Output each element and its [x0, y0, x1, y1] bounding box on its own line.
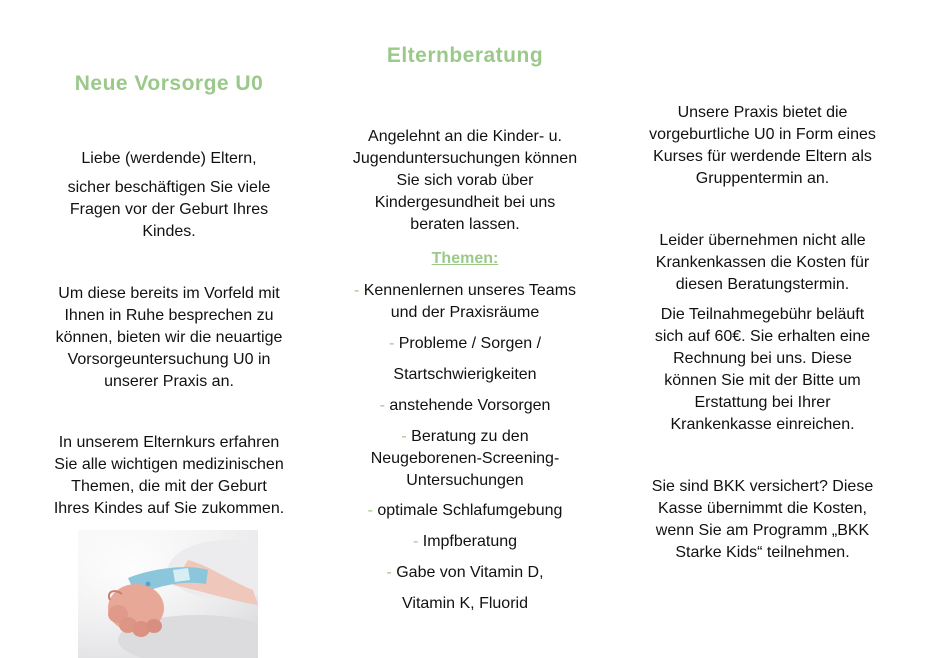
topic-text: optimale Schlafumgebung	[377, 502, 563, 519]
topic-item-problems	[330, 333, 600, 386]
paragraph-course-info	[625, 102, 900, 190]
topic-item-screening	[330, 426, 600, 492]
text-line: Krankenkassen die Kosten für	[655, 254, 870, 271]
heading-elternberatung: Elternberatung	[386, 44, 544, 67]
dash-bullet: -	[386, 564, 392, 581]
greeting: Liebe (werdende) Eltern,	[81, 150, 257, 167]
text-line: Um diese bereits im Vorfeld mit	[58, 285, 280, 302]
text-line: Rechnung bei uns. Diese	[673, 350, 852, 367]
text-line: Krankenkasse einreichen.	[670, 416, 855, 433]
dash-bullet: -	[388, 335, 395, 352]
text-line: Ihres Kindes auf Sie zukommen.	[53, 500, 285, 517]
topic-text: Gabe von Vitamin D,	[396, 564, 544, 581]
topic-text: Untersuchungen	[406, 472, 524, 489]
text-line: Jugenduntersuchungen können	[352, 150, 578, 167]
dash-bullet: -	[353, 282, 360, 299]
topic-text: Startschwierigkeiten	[393, 366, 537, 383]
topic-text: und der Praxisräume	[390, 304, 540, 321]
topic-item-sleep	[330, 500, 600, 522]
topic-text: Impfberatung	[422, 533, 518, 550]
text-line: diesen Beratungstermin.	[675, 276, 850, 293]
text-line: Leider übernehmen nicht alle	[659, 232, 866, 249]
topic-text: Kennenlernen unseres Teams	[363, 282, 577, 299]
text-line: Themen, die mit der Geburt	[71, 478, 267, 495]
text-line: In unserem Elternkurs erfahren	[58, 434, 280, 451]
topic-text: Neugeborenen-Screening-	[370, 450, 560, 467]
text-line: Fragen vor der Geburt Ihres	[69, 201, 269, 218]
text-line: Kasse übernimmt die Kosten,	[658, 500, 867, 517]
text-line: sich auf 60€. Sie erhalten eine	[654, 328, 871, 345]
topic-item-team	[330, 280, 600, 324]
baby-hand-photo	[78, 530, 258, 658]
text-line: Angelehnt an die Kinder- u.	[368, 128, 562, 145]
paragraph-fee	[625, 304, 900, 436]
text-line: Kindes.	[142, 223, 196, 240]
text-line: Sie sind BKK versichert? Diese	[651, 478, 874, 495]
text-line: Sie sich vorab über	[396, 172, 534, 189]
text-line: beraten lassen.	[410, 216, 520, 233]
text-line: vorgeburtliche U0 in Form eines	[649, 126, 876, 143]
heading-neue-vorsorge: Neue Vorsorge U0	[74, 72, 264, 95]
text-line: Kindergesundheit bei uns	[374, 194, 556, 211]
text-line: können Sie mit der Bitte um	[664, 372, 861, 389]
text-line: Unsere Praxis bietet die	[677, 104, 848, 121]
text-line: Kurses für werdende Eltern als	[653, 148, 872, 165]
paragraph-offer	[30, 283, 308, 393]
text-line: Gruppentermin an.	[695, 170, 830, 187]
paragraph-questions	[30, 177, 308, 243]
topics-heading: Themen:	[431, 250, 499, 267]
topic-text: Probleme / Sorgen /	[398, 335, 542, 352]
dash-bullet: -	[379, 397, 385, 414]
dash-bullet: -	[401, 428, 407, 445]
paragraph-costs	[625, 230, 900, 296]
text-line: Starke Kids“ teilnehmen.	[675, 544, 850, 561]
topic-text: anstehende Vorsorgen	[389, 397, 551, 414]
text-line: sicher beschäftigen Sie viele	[67, 179, 271, 196]
dash-bullet: -	[367, 502, 373, 519]
text-line: Erstattung bei Ihrer	[694, 394, 831, 411]
paragraph-intro	[330, 126, 600, 236]
topic-text: Beratung zu den	[411, 428, 529, 445]
dash-bullet: -	[412, 533, 419, 550]
text-line: können, bieten wir die neuartige	[55, 329, 283, 346]
text-line: Vorsorgeuntersuchung U0 in	[67, 351, 271, 368]
text-line: wenn Sie am Programm „BKK	[655, 522, 870, 539]
topic-item-vaccination	[330, 531, 600, 553]
text-line: Ihnen in Ruhe besprechen zu	[64, 307, 274, 324]
topic-item-vitamins	[330, 562, 600, 615]
text-line: Die Teilnahmegebühr beläuft	[660, 306, 865, 323]
text-line: Sie alle wichtigen medizinischen	[54, 456, 284, 473]
topic-item-vorsorgen	[330, 395, 600, 417]
text-line: unserer Praxis an.	[104, 373, 234, 390]
paragraph-course	[30, 432, 308, 520]
topic-text: Vitamin K, Fluorid	[402, 595, 528, 612]
paragraph-bkk	[625, 476, 900, 564]
